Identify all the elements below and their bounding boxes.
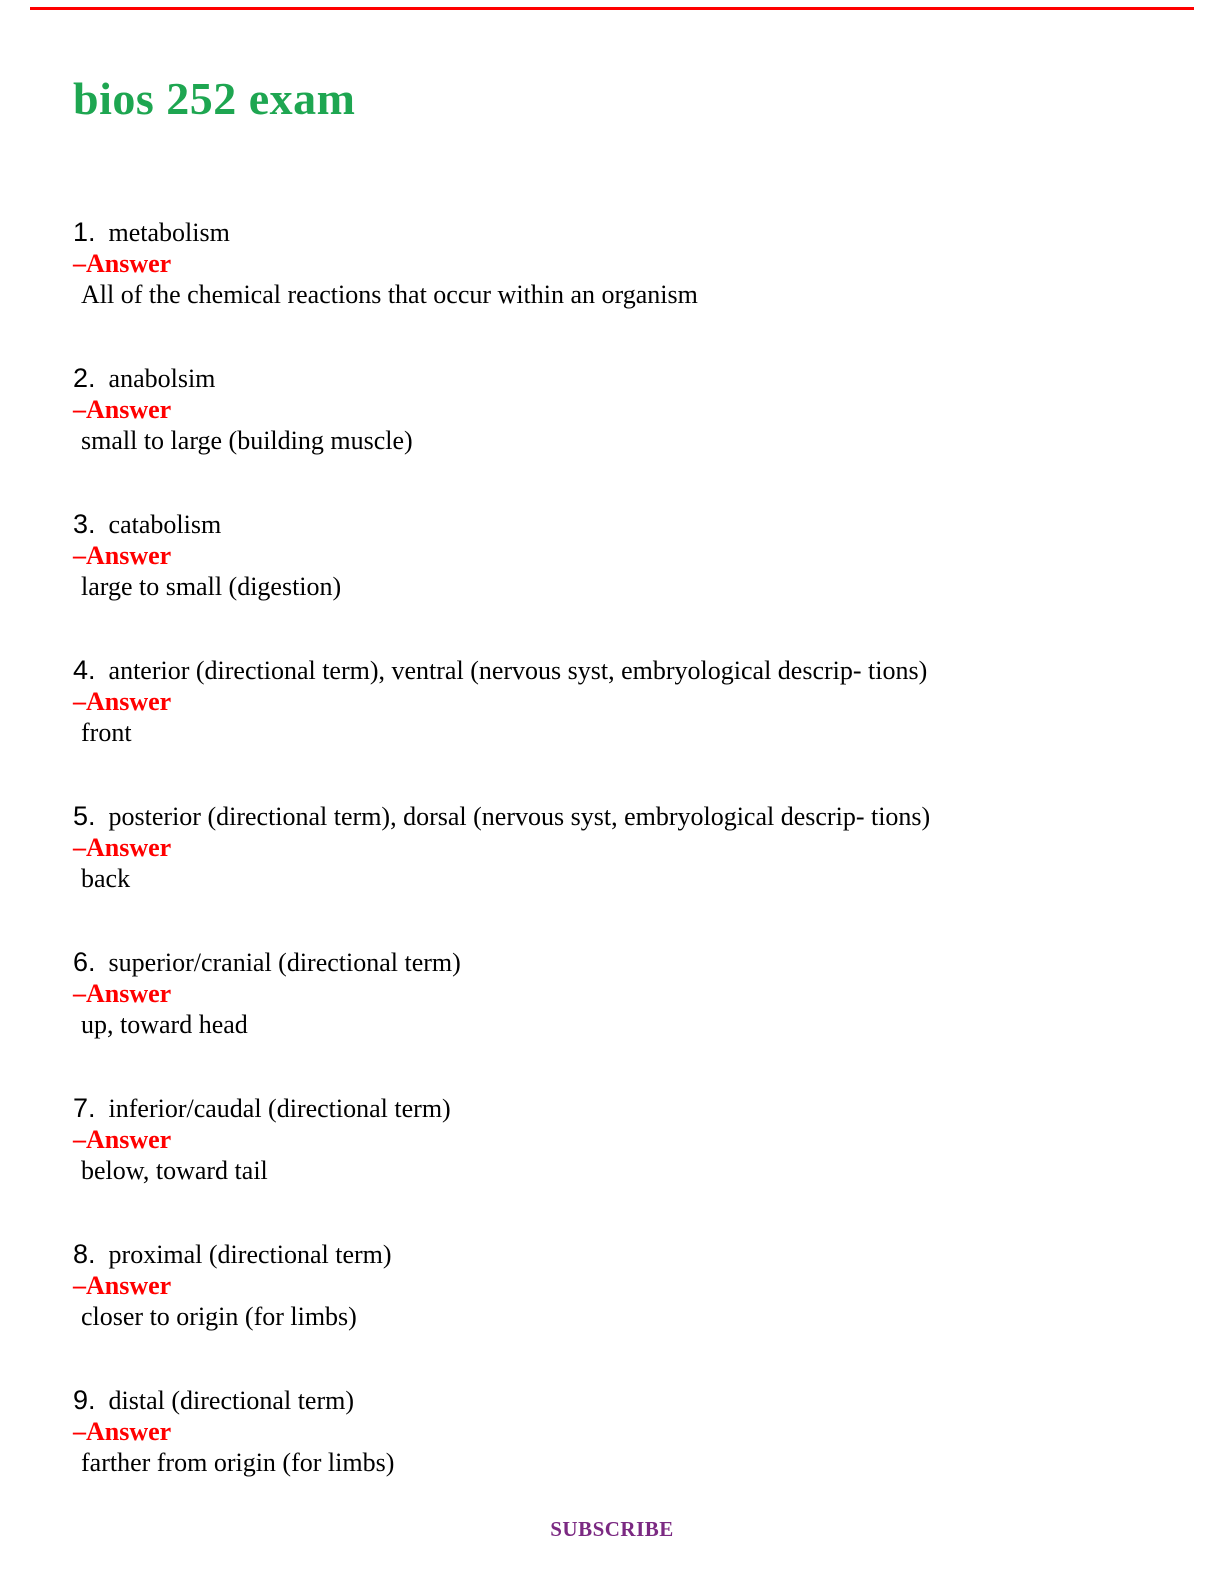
page-footer xyxy=(0,1517,1224,1542)
answer-text: All of the chemical reactions that occur within an organism xyxy=(81,280,698,309)
question-text: catabolism xyxy=(108,510,222,539)
subscribe-link[interactable]: SUBSCRIBE xyxy=(550,1517,674,1541)
answer-label: –Answer xyxy=(73,1125,172,1154)
question-number: 9. xyxy=(73,1385,96,1415)
answer-text: small to large (building muscle) xyxy=(81,426,413,455)
answer-label: –Answer xyxy=(73,541,172,570)
question-item-6 xyxy=(73,947,1164,1040)
answer-label: –Answer xyxy=(73,979,172,1008)
answer-text: up, toward head xyxy=(81,1010,248,1039)
question-number: 1. xyxy=(73,217,96,247)
answer-label: –Answer xyxy=(73,833,172,862)
question-text: anterior (directional term), ventral (nervous syst, embryological descrip- tions) xyxy=(108,656,928,685)
answer-text: front xyxy=(81,718,132,747)
page-title: bios 252 exam xyxy=(73,73,356,124)
question-item-5 xyxy=(73,801,1164,894)
question-text: anabolsim xyxy=(108,364,216,393)
answer-text: farther from origin (for limbs) xyxy=(81,1448,395,1477)
question-item-4 xyxy=(73,655,1164,748)
question-text: inferior/caudal (directional term) xyxy=(108,1094,451,1123)
question-number: 6. xyxy=(73,947,96,977)
answer-label: –Answer xyxy=(73,395,172,424)
question-item-3 xyxy=(73,509,1164,602)
question-text: metabolism xyxy=(108,218,230,247)
question-number: 8. xyxy=(73,1239,96,1269)
question-item-8 xyxy=(73,1239,1164,1332)
question-number: 3. xyxy=(73,509,96,539)
answer-label: –Answer xyxy=(73,249,172,278)
answer-label: –Answer xyxy=(73,1417,172,1446)
question-item-1 xyxy=(73,217,1164,310)
question-number: 5. xyxy=(73,801,96,831)
answer-text: below, toward tail xyxy=(81,1156,268,1185)
question-item-9 xyxy=(73,1385,1164,1478)
answer-text: back xyxy=(81,864,131,893)
answer-label: –Answer xyxy=(73,687,172,716)
question-number: 2. xyxy=(73,363,96,393)
question-number: 7. xyxy=(73,1093,96,1123)
question-text: proximal (directional term) xyxy=(108,1240,392,1269)
question-item-2 xyxy=(73,363,1164,456)
question-text: distal (directional term) xyxy=(108,1386,354,1415)
question-item-7 xyxy=(73,1093,1164,1186)
question-text: posterior (directional term), dorsal (nervous syst, embryological descrip- tions) xyxy=(108,802,931,831)
top-border-line xyxy=(30,7,1194,10)
question-text: superior/cranial (directional term) xyxy=(108,948,461,977)
question-number: 4. xyxy=(73,655,96,685)
answer-text: large to small (digestion) xyxy=(81,572,342,601)
answer-label: –Answer xyxy=(73,1271,172,1300)
answer-text: closer to origin (for limbs) xyxy=(81,1302,357,1331)
